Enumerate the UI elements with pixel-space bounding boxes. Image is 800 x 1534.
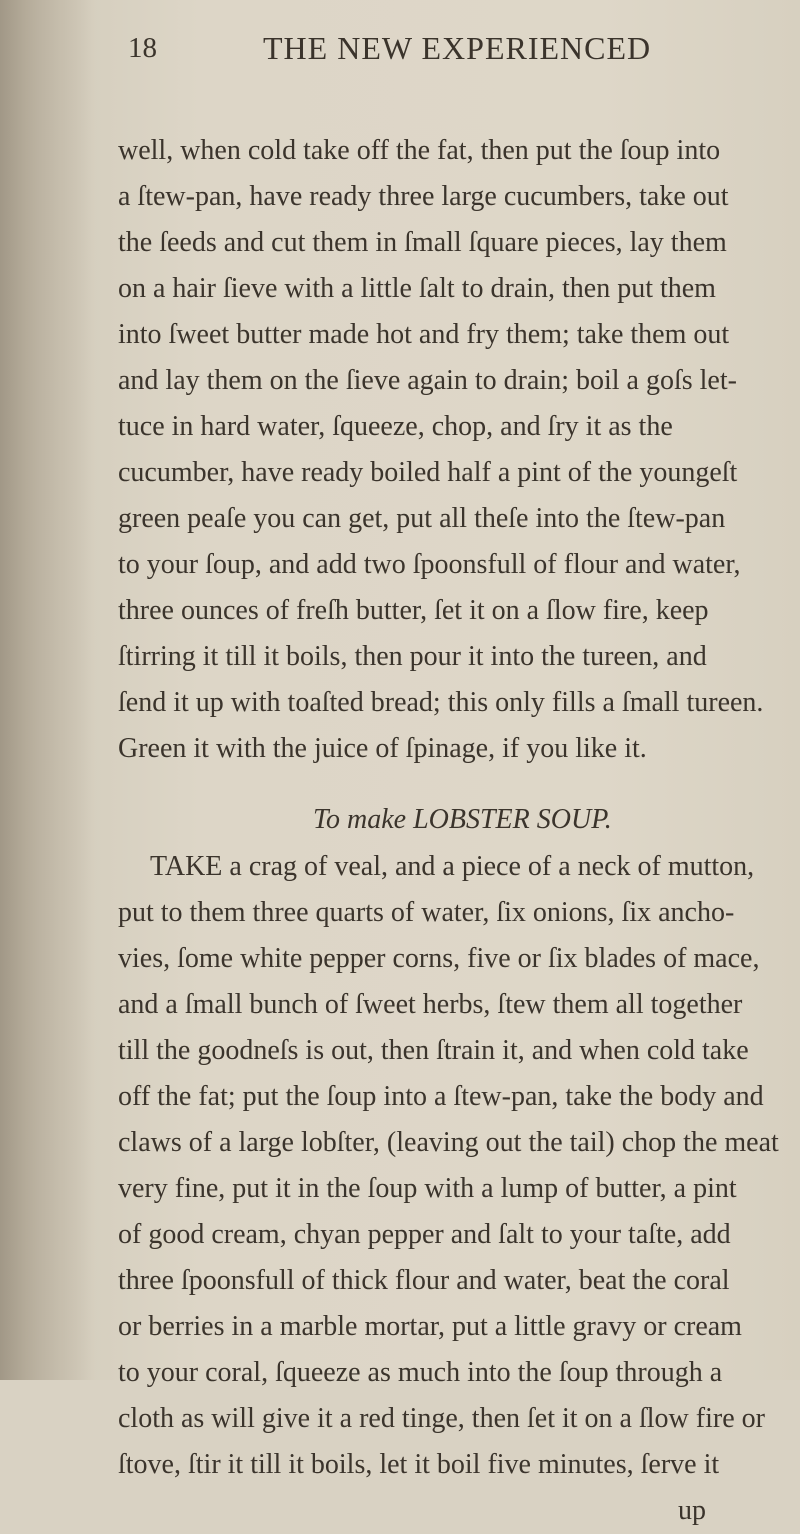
page xyxy=(118,0,800,1526)
text-line: to your coral, ſqueeze as much into the ſoup through a xyxy=(118,1357,723,1388)
text-line: green peaſe you can get, put all theſe into the ſtew-pan xyxy=(118,503,726,534)
page-header xyxy=(118,24,718,74)
text-line: TAKE a crag of veal, and a piece of a neck of mutton, xyxy=(150,851,755,882)
text-line: or berries in a marble mortar, put a little gravy or cream xyxy=(118,1311,742,1342)
text-line: of good cream, chyan pepper and ſalt to your taſte, add xyxy=(118,1219,731,1250)
text-line: and a ſmall bunch of ſweet herbs, ſtew them all together xyxy=(118,989,743,1020)
text-line: ſend it up with toaſted bread; this only fills a ſmall tureen. xyxy=(118,687,764,718)
text-line: cucumber, have ready boiled half a pint of the youngeſt xyxy=(118,457,738,488)
text-line: to your ſoup, and add two ſpoonsfull of flour and water, xyxy=(118,549,741,580)
text-line: the ſeeds and cut them in ſmall ſquare pieces, lay them xyxy=(118,227,727,258)
running-head: THE NEW EXPERIENCED xyxy=(263,30,652,66)
paragraph-1 xyxy=(118,128,778,772)
page-number: 18 xyxy=(128,32,157,64)
body-text xyxy=(118,128,778,1534)
text-line: claws of a large lobſter, (leaving out the tail) chop the meat xyxy=(118,1127,779,1158)
text-line: and lay them on the ſieve again to drain; boil a goſs let- xyxy=(118,365,737,396)
text-line: put to them three quarts of water, ſix onions, ſix ancho- xyxy=(118,897,735,928)
text-line: ſtove, ſtir it till it boils, let it boil five minutes, ſerve it xyxy=(118,1449,720,1480)
text-line: off the fat; put the ſoup into a ſtew-pan, take the body and xyxy=(118,1081,764,1112)
text-line: well, when cold take off the fat, then put the ſoup into xyxy=(118,135,721,166)
text-line-catchword: up xyxy=(678,1495,706,1526)
text-line: till the goodneſs is out, then ſtrain it, and when cold take xyxy=(118,1035,749,1066)
text-line: into ſweet butter made hot and fry them; take them out xyxy=(118,319,730,350)
text-line: cloth as will give it a red tinge, then ſet it on a ſlow fire or xyxy=(118,1403,765,1434)
text-line: a ſtew-pan, have ready three large cucumbers, take out xyxy=(118,181,729,212)
text-line: vies, ſome white pepper corns, five or ſix blades of mace, xyxy=(118,943,760,974)
text-line: three ſpoonsfull of thick flour and water, beat the coral xyxy=(118,1265,730,1296)
section-heading: To make LOBSTER SOUP. xyxy=(313,804,612,835)
text-line: on a hair ſieve with a little ſalt to drain, then put them xyxy=(118,273,716,304)
text-line: very fine, put it in the ſoup with a lump of butter, a pint xyxy=(118,1173,737,1204)
text-line: tuce in hard water, ſqueeze, chop, and ſry it as the xyxy=(118,411,673,442)
paragraph-2 xyxy=(118,844,778,1534)
text-line: three ounces of freſh butter, ſet it on a ſlow fire, keep xyxy=(118,595,709,626)
text-line: Green it with the juice of ſpinage, if you like it. xyxy=(118,733,647,764)
page-gutter-shadow xyxy=(0,0,95,1380)
text-line: ſtirring it till it boils, then pour it into the tureen, and xyxy=(118,641,707,672)
